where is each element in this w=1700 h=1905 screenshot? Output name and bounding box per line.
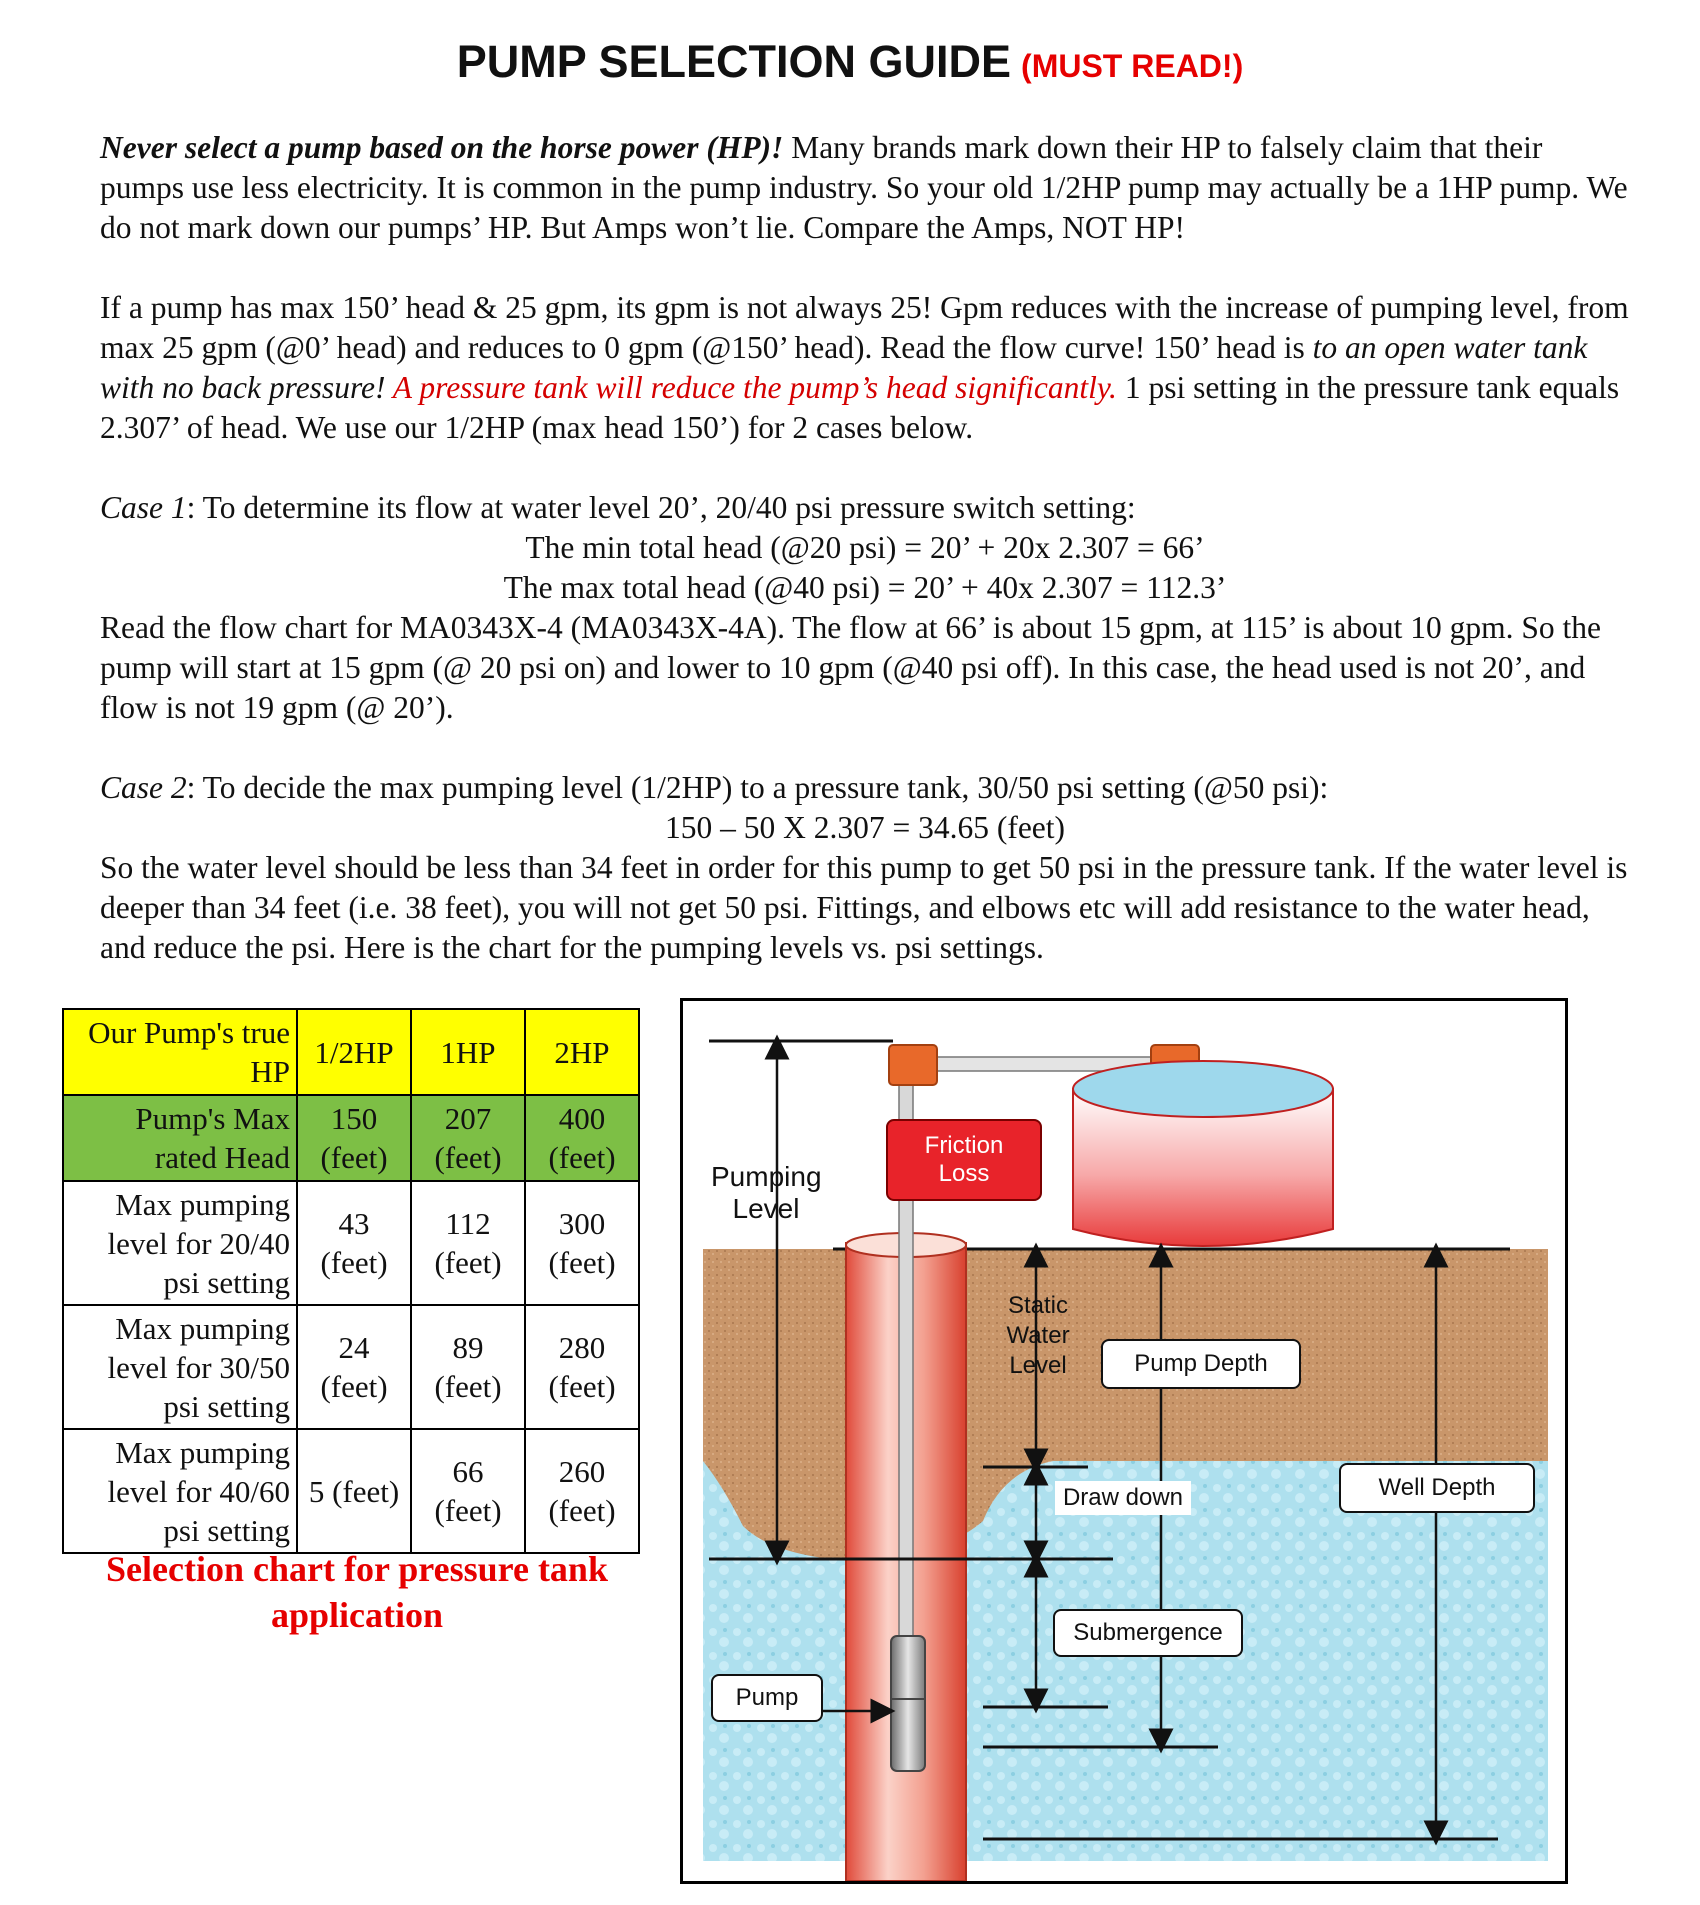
selection-table bbox=[62, 1008, 640, 1554]
paragraph-head bbox=[100, 288, 1630, 448]
paragraph-hp-text: Many brands mark down their HP to falsely claim that their pumps use less electricity. It is common in the pump industry. So your old 1/2HP pump may actually be a 1HP pump. We do not mark down our pumps’ HP. But Amps won’t lie. Compare the Amps, NOT HP! bbox=[100, 130, 1628, 245]
case2-intro bbox=[100, 768, 1630, 808]
case1-eq2: The max total head (@40 psi) = 20’ + 40x 2.307 = 112.3’ bbox=[503, 570, 1227, 605]
header-cell: 1/2HP bbox=[297, 1009, 411, 1095]
case1-intro-text: : To determine its flow at water level 20’, 20/40 psi pressure switch setting: bbox=[186, 490, 1136, 525]
paragraph-head-b: 1 psi setting in the pressure tank equals 2.307’ of head. We use our 1/2HP (max head 150’) for 2 cases below. bbox=[100, 370, 1620, 445]
page-title bbox=[0, 36, 1700, 88]
table-cell: 150 (feet) bbox=[297, 1095, 411, 1181]
well-diagram-graphic bbox=[683, 1001, 1565, 1881]
table-cell: 24 (feet) bbox=[297, 1305, 411, 1429]
table-header-row bbox=[63, 1009, 639, 1095]
paragraph-hp bbox=[100, 128, 1630, 248]
case2-eq: 150 – 50 X 2.307 = 34.65 (feet) bbox=[664, 810, 1066, 845]
well-diagram bbox=[680, 998, 1568, 1884]
case1-label: Case 1 bbox=[100, 490, 187, 525]
case1-intro bbox=[100, 488, 1630, 528]
friction-loss-label bbox=[886, 1119, 1042, 1201]
tank-top bbox=[1073, 1061, 1333, 1117]
table-cell: 66 (feet) bbox=[411, 1429, 525, 1553]
case1-eq1: The min total head (@20 psi) = 20’ + 20x 2.307 = 66’ bbox=[525, 530, 1205, 565]
table-cell: 89 (feet) bbox=[411, 1305, 525, 1429]
row-label: Pump's Max rated Head bbox=[63, 1095, 297, 1181]
table-row bbox=[63, 1429, 639, 1553]
paragraph-head-italic: to an open water tank with no back pressure! bbox=[100, 330, 1588, 405]
table-cell: 43 (feet) bbox=[297, 1181, 411, 1305]
pump-depth-label: Pump Depth bbox=[1101, 1339, 1301, 1389]
paragraph-head-a: If a pump has max 150’ head & 25 gpm, its gpm is not always 25! Gpm reduces with the increase of pumping level, from max 25 gpm (@0’ head) and reduces to 0 gpm (@150’ head). Read the flow curve! 150’ head is bbox=[100, 290, 1629, 365]
title-sub: (MUST READ!) bbox=[1021, 48, 1244, 84]
table-cell: 300 (feet) bbox=[525, 1181, 639, 1305]
submergence-label: Submergence bbox=[1053, 1609, 1243, 1657]
well-depth-label: Well Depth bbox=[1339, 1463, 1535, 1513]
table-row bbox=[63, 1181, 639, 1305]
table-cell: 400 (feet) bbox=[525, 1095, 639, 1181]
body-text bbox=[100, 128, 1630, 968]
table-caption: Selection chart for pressure tank application bbox=[106, 1549, 608, 1635]
case2-label: Case 2 bbox=[100, 770, 187, 805]
lead-warning: Never select a pump based on the horse power (HP)! bbox=[100, 130, 784, 165]
draw-down-label: Draw down bbox=[1055, 1481, 1191, 1515]
table-row bbox=[63, 1305, 639, 1429]
table-cell: 112 (feet) bbox=[411, 1181, 525, 1305]
pumping-level-label: Pumping Level bbox=[711, 1161, 822, 1224]
table-cell: 207 (feet) bbox=[411, 1095, 525, 1181]
case2-intro-text: : To decide the max pumping level (1/2HP) to a pressure tank, 30/50 psi setting (@50 psi): bbox=[186, 770, 1329, 805]
row-label: Max pumping level for 30/50 psi setting bbox=[63, 1305, 297, 1429]
header-cell: Our Pump's true HP bbox=[63, 1009, 297, 1095]
row-label: Max pumping level for 20/40 psi setting bbox=[63, 1181, 297, 1305]
table-cell: 280 (feet) bbox=[525, 1305, 639, 1429]
header-cell: 1HP bbox=[411, 1009, 525, 1095]
pump-label: Pump bbox=[711, 1674, 823, 1722]
row-label: Max pumping level for 40/60 psi setting bbox=[63, 1429, 297, 1553]
case2-text: So the water level should be less than 34 feet in order for this pump to get 50 psi in the pressure tank. If the water level is deeper than 34 feet (i.e. 38 feet), you will not get 50 psi. Fittings, and elbows etc will add resistance to the water head, and reduce the psi. Here is the chart for the pumping levels vs. psi settings. bbox=[100, 850, 1628, 965]
title-main: PUMP SELECTION GUIDE bbox=[456, 36, 1012, 87]
friction-loss-text: Friction Loss bbox=[924, 1132, 1004, 1187]
static-water-level-label: Static Water Level bbox=[1006, 1292, 1070, 1379]
table-row bbox=[63, 1095, 639, 1181]
header-cell: 2HP bbox=[525, 1009, 639, 1095]
case1-text: Read the flow chart for MA0343X-4 (MA0343X-4A). The flow at 66’ is about 15 gpm, at 115’ is about 10 gpm. So the pump will start at 15 gpm (@ 20 psi on) and lower to 10 gpm (@40 psi off). In this case, the head used is not 20’, and flow is not 19 gpm (@ 20’). bbox=[100, 610, 1601, 725]
elbow-left bbox=[889, 1045, 937, 1085]
table-cell: 5 (feet) bbox=[297, 1429, 411, 1553]
table-cell: 260 (feet) bbox=[525, 1429, 639, 1553]
pump-body bbox=[891, 1636, 925, 1771]
paragraph-head-red: A pressure tank will reduce the pump’s head significantly. bbox=[385, 370, 1117, 405]
